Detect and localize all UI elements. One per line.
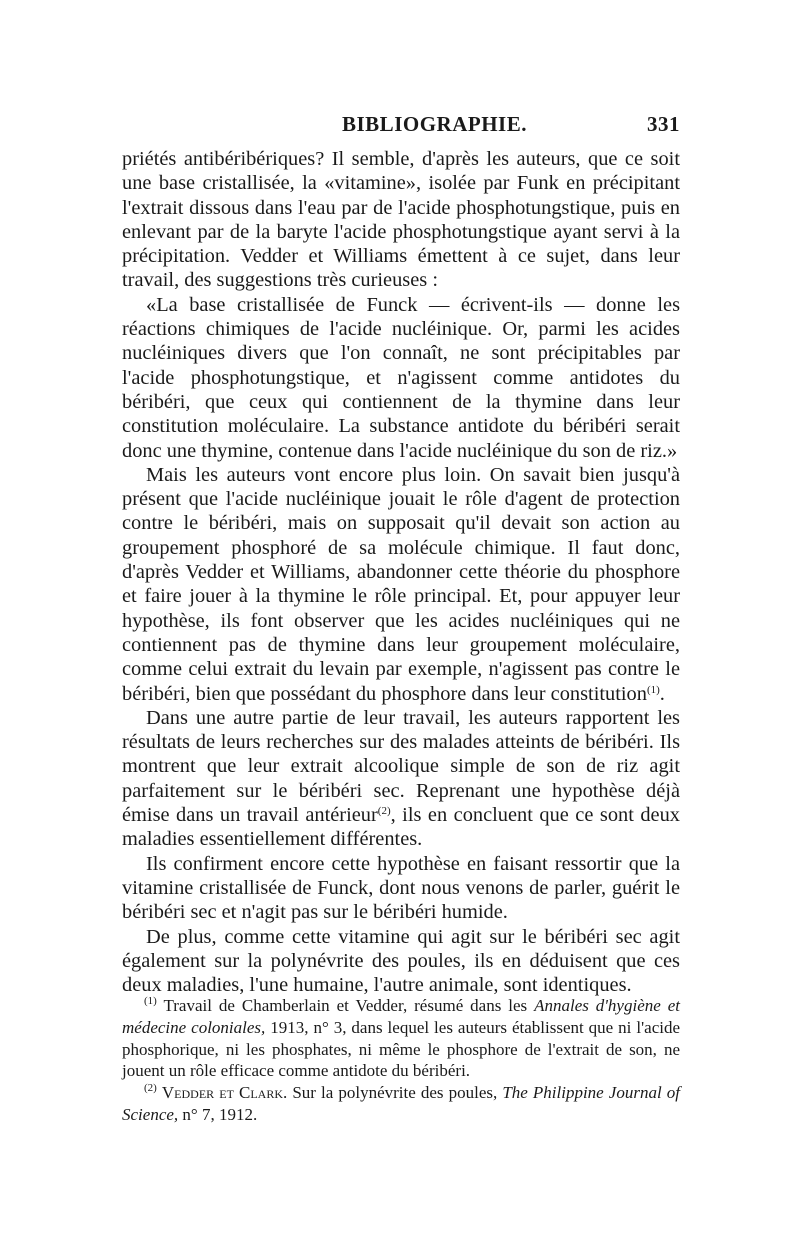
paragraph-3 xyxy=(122,463,680,706)
footnote-2 xyxy=(122,1082,680,1126)
paragraph-5: Ils confirment encore cette hypothèse en faisant ressortir que la vitamine cristallisée de Funck, dont nous venons de parler, guérit le béribéri sec et n'agit pas sur le béribéri humide. xyxy=(122,852,680,924)
paragraph-6: De plus, comme cette vitamine qui agit sur le béribéri sec agit également sur la polynévrite des poules, ils en déduisent que ces deux maladies, l'une humaine, l'autre animale, sont identiques. xyxy=(122,925,680,997)
footnote-1-journal: Annales d'hygiène et médecine coloniales, xyxy=(122,996,680,1037)
footnote-1-text-b: 1913, n° 3, dans lequel les auteurs établissent que ni l'acide phosphorique, ni les phosphates, ni même le phosphore de l'extrait de son, ne jouent un rôle efficace comme antidote du béribéri. xyxy=(122,1017,681,1081)
running-title: BIBLIOGRAPHIE. xyxy=(342,112,527,136)
footnote-ref-1: (1) xyxy=(646,683,660,696)
footnote-1-mark: (1) xyxy=(144,995,157,1007)
footnote-2-journal: The Philippine Journal of Science, xyxy=(122,1083,680,1124)
page-number: 331 xyxy=(647,112,680,136)
paragraph-4-text-b: , ils en concluent que ce sont deux maladies essentiellement différentes. xyxy=(122,804,680,851)
footnote-2-text-a: Sur la polynévrite des poules, xyxy=(292,1083,498,1103)
footnotes xyxy=(122,995,680,1126)
paragraph-3-text: Mais les auteurs vont encore plus loin. On savait bien jusqu'à présent que l'acide nucléinique jouait le rôle d'agent de protection contre le béribéri, mais on supposait qu'il devait son action au groupement phosphoré de sa molécule chimique. Il faut donc, d'après Vedder et Williams, abandonner cette théorie du phosphore et faire jouer à la thymine le rôle principal. Et, pour appuyer leur hypothèse, ils font observer que les acides nucléiniques qui ne contiennent pas de thymine dans leur groupement moléculaire, comme celui extrait du levain par exemple, n'agissent pas contre le béribéri, bien que possédant du phosphore dans leur constitution xyxy=(122,463,680,705)
footnote-1 xyxy=(122,995,680,1082)
paragraph-4-text-a: Dans une autre partie de leur travail, les auteurs rapportent les résultats de leurs recherches sur des malades atteints de béribéri. Ils montrent que leur extrait alcoolique simple de son de riz agit parfaitement sur le béribéri sec. Reprenant une hypothèse déjà émise dans un travail antérieur xyxy=(122,706,680,827)
footnote-2-text-b: n° 7, 1912. xyxy=(182,1104,258,1124)
main-text xyxy=(122,147,680,997)
paragraph-1: priétés antibéribériques? Il semble, d'après les auteurs, que ce soit une base cristallisée, la «vitamine», isolée par Funk en précipitant l'extrait dissous dans l'eau par de l'acide phosphotungstique, puis en enlevant par de la baryte l'acide phosphotungstique ayant servi à la précipitation. Vedder et Williams émettent à ce sujet, dans leur travail, des suggestions très curieuses : xyxy=(122,148,680,292)
footnote-2-authors: Vedder et Clark. xyxy=(161,1083,288,1103)
footnote-1-text-a: Travail de Chamberlain et Vedder, résumé dans les xyxy=(163,996,528,1015)
running-header xyxy=(122,112,680,142)
footnote-ref-2: (2) xyxy=(377,805,391,818)
paragraph-2-quote: «La base cristallisée de Funck — écrivent-ils — donne les réactions chimiques de l'acide nucléinique. Or, parmi les acides nucléiniques divers que l'on connaît, ne sont précipitables par l'acide phosphotungstique, et n'agissent comme antidotes du béribéri, que ceux qui contiennent de la thymine dans leur constitution moléculaire. La substance antidote du béribéri serait donc une thymine, contenue dans l'acide nucléinique du son de riz.» xyxy=(122,293,680,462)
paragraph-3-end: . xyxy=(659,682,665,705)
paragraph-4 xyxy=(122,706,680,852)
footnote-2-mark: (2) xyxy=(144,1082,157,1095)
